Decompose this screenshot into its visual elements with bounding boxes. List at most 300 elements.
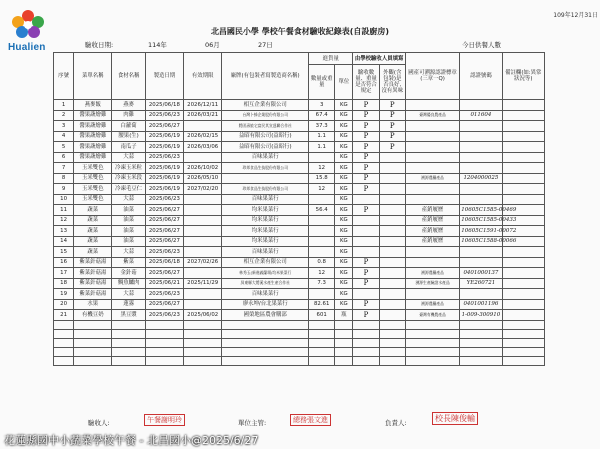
- cell-vendor: 廖永坤/台北果菜行: [222, 299, 309, 310]
- cell-cert: 產銷履歷: [405, 215, 459, 226]
- cell-mfg: 2025/06/23: [145, 289, 183, 300]
- header-qty: 數量或重量: [309, 65, 335, 100]
- row-spacer: [544, 194, 596, 205]
- cell-mfg: 2025/06/27: [145, 236, 183, 247]
- blank-cell: [112, 329, 145, 338]
- header-unit: 單位: [335, 65, 353, 100]
- cell-seq: 6: [54, 152, 74, 163]
- cell-certno: [460, 184, 502, 195]
- cell-certno: [460, 121, 502, 132]
- row-spacer: [544, 205, 596, 216]
- table-row: [54, 110, 597, 121]
- cell-qty: 12: [309, 163, 335, 174]
- cell-dish: 醬果蔬燴雞: [74, 131, 112, 142]
- header-cert: 國產可溯源認證標章(三章一Q): [405, 53, 459, 100]
- cell-dish: 蔬菜: [74, 226, 112, 237]
- row-spacer: [544, 310, 596, 321]
- cell-ing: 冷凍玉米段: [112, 173, 145, 184]
- cell-c2: [379, 184, 405, 195]
- cell-exp: [184, 299, 222, 310]
- cell-c2: [379, 226, 405, 237]
- cell-qty: 12: [309, 268, 335, 279]
- header-ingredient: 食材名稱: [112, 53, 145, 100]
- blank-cell: [54, 329, 74, 338]
- cell-cert: 溯源農糧產品: [405, 173, 459, 184]
- cell-seq: 11: [54, 205, 74, 216]
- meal-count-label: 今日供餐人數: [462, 41, 501, 49]
- table-row: [54, 278, 597, 289]
- cell-exp: 2026/12/11: [184, 100, 222, 111]
- cell-unit: KG: [335, 184, 353, 195]
- cell-notes: [502, 257, 544, 268]
- cell-notes: [502, 131, 544, 142]
- table-row: [54, 121, 597, 132]
- cell-certno: [460, 142, 502, 153]
- cell-dish: 蔬菜: [74, 215, 112, 226]
- blank-cell: [379, 320, 405, 329]
- cell-notes: [502, 310, 544, 321]
- row-spacer: [544, 320, 596, 329]
- page-title: 北昌國民小學 學校午餐食材驗收紀錄表(自設廚房): [210, 27, 390, 36]
- cell-c1: [353, 247, 379, 258]
- blank-cell: [145, 357, 183, 366]
- row-spacer: [544, 131, 596, 142]
- table-row: [54, 215, 597, 226]
- blank-cell: [309, 348, 335, 357]
- cell-qty: [309, 194, 335, 205]
- cell-vendor: 百味果菜行: [222, 152, 309, 163]
- cell-exp: [184, 205, 222, 216]
- cell-seq: 21: [54, 310, 74, 321]
- cell-mfg: 2025/06/23: [145, 310, 183, 321]
- cell-unit: KG: [335, 205, 353, 216]
- header-check2: 外觀(含包裝)是否良好,沒有異味: [379, 65, 405, 100]
- cell-vendor: 均米果菜行: [222, 205, 309, 216]
- row-spacer: [544, 184, 596, 195]
- header-spacer: [544, 53, 596, 100]
- cell-certno: 0401000137: [460, 268, 502, 279]
- row-spacer: [544, 152, 596, 163]
- cell-cert: 產銷履歷: [405, 205, 459, 216]
- cell-vendor: 均米果菜行: [222, 226, 309, 237]
- blank-cell: [379, 329, 405, 338]
- header-certno: 認證號碼: [460, 53, 502, 100]
- cell-exp: [184, 289, 222, 300]
- cell-mfg: 2025/06/23: [145, 152, 183, 163]
- cell-c1: [353, 194, 379, 205]
- blank-cell: [460, 329, 502, 338]
- blank-cell: [184, 320, 222, 329]
- corner-date: 109年12月31日: [553, 12, 598, 19]
- cell-cert: [405, 163, 459, 174]
- cell-unit: KG: [335, 226, 353, 237]
- blank-cell: [502, 338, 544, 347]
- blank-row: [54, 329, 597, 338]
- cell-c1: P: [353, 131, 379, 142]
- cell-c1: [353, 226, 379, 237]
- cell-qty: 3: [309, 100, 335, 111]
- cell-vendor: 林秀玉(新進義蘭場/均米果菜行: [222, 268, 309, 279]
- blank-row: [54, 357, 597, 366]
- cell-unit: KG: [335, 268, 353, 279]
- cell-mfg: 2025/06/19: [145, 142, 183, 153]
- cell-cert: 溯源農糧產品: [405, 268, 459, 279]
- cell-vendor: 益昭有限公司(益昭行): [222, 131, 309, 142]
- cell-cert: 溯源生產驗證水產品: [405, 278, 459, 289]
- cell-vendor: 屏東縣大將溪水產生產合作社: [222, 278, 309, 289]
- cell-exp: 2026/02/15: [184, 131, 222, 142]
- cell-c2: P: [379, 100, 405, 111]
- cell-c1: P: [353, 205, 379, 216]
- cell-cert: [405, 131, 459, 142]
- inspection-table: [53, 52, 596, 366]
- cell-exp: [184, 268, 222, 279]
- header-notes: 備註欄(如:異常狀況等): [502, 53, 544, 100]
- header-supply: 進貨量: [309, 53, 353, 65]
- cell-dish: 紫菜針菇湯: [74, 268, 112, 279]
- blank-cell: [222, 320, 309, 329]
- cell-c2: [379, 194, 405, 205]
- row-spacer: [544, 278, 596, 289]
- cell-certno: [460, 247, 502, 258]
- cell-seq: 12: [54, 215, 74, 226]
- cell-certno: 10605C1591-00072: [460, 226, 502, 237]
- cell-unit: KG: [335, 121, 353, 132]
- cell-c2: [379, 299, 405, 310]
- cell-qty: 37.3: [309, 121, 335, 132]
- blank-cell: [405, 329, 459, 338]
- cell-vendor: [222, 173, 309, 184]
- blank-cell: [222, 329, 309, 338]
- cell-unit: KG: [335, 152, 353, 163]
- blank-cell: [502, 329, 544, 338]
- table-row: [54, 299, 597, 310]
- cell-c1: [353, 215, 379, 226]
- table-row: [54, 289, 597, 300]
- cell-notes: [502, 289, 544, 300]
- cell-cert: 溯源農糧產品: [405, 299, 459, 310]
- blank-cell: [54, 320, 74, 329]
- cell-exp: [184, 226, 222, 237]
- cell-ing: 油菜: [112, 236, 145, 247]
- inspector-stamp: 午餐謝明玲: [144, 414, 185, 426]
- blank-cell: [74, 320, 112, 329]
- cell-notes: [502, 194, 544, 205]
- row-spacer: [544, 338, 596, 347]
- blank-cell: [502, 320, 544, 329]
- cell-ing: 蓮霧: [112, 299, 145, 310]
- cell-mfg: 2025/06/27: [145, 299, 183, 310]
- blank-cell: [309, 320, 335, 329]
- row-spacer: [544, 257, 596, 268]
- table-row: [54, 152, 597, 163]
- table-row: [54, 100, 597, 111]
- blank-cell: [145, 338, 183, 347]
- blank-cell: [74, 348, 112, 357]
- meta-row: [0, 40, 600, 52]
- cell-notes: [502, 152, 544, 163]
- inspect-day: 27日: [258, 41, 273, 49]
- cell-notes: [502, 142, 544, 153]
- cell-dish: 有機豆奶: [74, 310, 112, 321]
- cell-c1: P: [353, 278, 379, 289]
- blank-cell: [502, 348, 544, 357]
- cell-unit: KG: [335, 299, 353, 310]
- cell-vendor: 相互企業有限公司: [222, 100, 309, 111]
- blank-cell: [335, 338, 353, 347]
- blank-row: [54, 338, 597, 347]
- blank-cell: [184, 329, 222, 338]
- cell-c2: [379, 257, 405, 268]
- cell-exp: 2026/05/10: [184, 173, 222, 184]
- cell-exp: 2026/03/06: [184, 142, 222, 153]
- cell-c1: P: [353, 310, 379, 321]
- inspect-month: 06月: [205, 41, 220, 49]
- cell-ing: 油菜: [112, 226, 145, 237]
- blank-cell: [222, 348, 309, 357]
- cell-mfg: 2025/06/18: [145, 100, 183, 111]
- cell-unit: KG: [335, 110, 353, 121]
- cell-ing: 金針菇: [112, 268, 145, 279]
- cell-ing: 燕麥: [112, 100, 145, 111]
- cell-unit: KG: [335, 289, 353, 300]
- cell-notes: [502, 110, 544, 121]
- cell-mfg: 2025/06/21: [145, 278, 183, 289]
- cell-ing: 大蒜: [112, 289, 145, 300]
- cell-qty: 12: [309, 184, 335, 195]
- cell-seq: 16: [54, 257, 74, 268]
- blank-cell: [74, 329, 112, 338]
- cell-cert: [405, 247, 459, 258]
- cell-ing: 鯛魚鱸肉: [112, 278, 145, 289]
- table-row: [54, 205, 597, 216]
- blank-cell: [460, 338, 502, 347]
- cell-certno: 10605C1588-00066: [460, 236, 502, 247]
- blank-cell: [379, 348, 405, 357]
- cell-unit: KG: [335, 194, 353, 205]
- cell-seq: 3: [54, 121, 74, 132]
- cell-notes: [502, 299, 544, 310]
- cell-mfg: 2025/06/23: [145, 247, 183, 258]
- cell-c2: [379, 173, 405, 184]
- blank-cell: [335, 320, 353, 329]
- cell-certno: [460, 257, 502, 268]
- blank-cell: [379, 338, 405, 347]
- cell-cert: 產銷履歷: [405, 236, 459, 247]
- cell-exp: 2025/11/29: [184, 278, 222, 289]
- cell-ing: 紫菜: [112, 257, 145, 268]
- cell-c2: [379, 278, 405, 289]
- cell-notes: [502, 163, 544, 174]
- cell-c1: P: [353, 142, 379, 153]
- cell-seq: 2: [54, 110, 74, 121]
- header-vendor: 廠牌(有包裝者寫製造商名稱): [222, 53, 309, 100]
- cell-exp: [184, 121, 222, 132]
- cell-c2: [379, 215, 405, 226]
- row-spacer: [544, 236, 596, 247]
- cell-certno: [460, 131, 502, 142]
- cell-c2: P: [379, 110, 405, 121]
- cell-c2: [379, 205, 405, 216]
- cell-dish: 醬果蔬燴雞: [74, 121, 112, 132]
- cell-cert: [405, 194, 459, 205]
- cell-unit: KG: [335, 100, 353, 111]
- cell-vendor: 將固壽旅宅富民其宣達聯合作社: [222, 121, 309, 132]
- cell-dish: 玉米雙色: [74, 173, 112, 184]
- row-spacer: [544, 121, 596, 132]
- cell-qty: [309, 226, 335, 237]
- cell-qty: 67.4: [309, 110, 335, 121]
- cell-dish: 紫菜針菇湯: [74, 278, 112, 289]
- cell-certno: [460, 289, 502, 300]
- cell-ing: 黑豆漿: [112, 310, 145, 321]
- cell-seq: 20: [54, 299, 74, 310]
- blank-cell: [184, 357, 222, 366]
- unit-head-label: 單位主管:: [238, 419, 267, 427]
- cell-c1: P: [353, 110, 379, 121]
- cell-dish: 蔬菜: [74, 247, 112, 258]
- signature-row: [0, 414, 600, 430]
- cell-qty: [309, 152, 335, 163]
- cell-c2: P: [379, 131, 405, 142]
- row-spacer: [544, 100, 596, 111]
- blank-cell: [145, 348, 183, 357]
- cell-mfg: 2025/06/18: [145, 257, 183, 268]
- cell-unit: KG: [335, 215, 353, 226]
- cell-c2: [379, 268, 405, 279]
- cell-cert: [405, 257, 459, 268]
- cell-cert: [405, 142, 459, 153]
- row-spacer: [544, 357, 596, 366]
- cell-certno: 1204000025: [460, 173, 502, 184]
- table-row: [54, 247, 597, 258]
- cell-mfg: 2025/06/19: [145, 131, 183, 142]
- row-spacer: [544, 299, 596, 310]
- blank-cell: [54, 357, 74, 366]
- cell-ing: 冷凍毛豆仁: [112, 184, 145, 195]
- logo-text: Hualien: [8, 42, 46, 53]
- cell-c1: P: [353, 184, 379, 195]
- blank-cell: [112, 348, 145, 357]
- cell-mfg: 2025/06/27: [145, 205, 183, 216]
- cell-mfg: 2025/06/23: [145, 194, 183, 205]
- cell-exp: 2025/06/02: [184, 310, 222, 321]
- blank-cell: [353, 329, 379, 338]
- header-seq: 序號: [54, 53, 74, 100]
- cell-qty: [309, 247, 335, 258]
- blank-cell: [309, 338, 335, 347]
- cell-seq: 8: [54, 173, 74, 184]
- blank-cell: [112, 338, 145, 347]
- cell-exp: 2027/02/26: [184, 257, 222, 268]
- table-row: [54, 310, 597, 321]
- blank-cell: [502, 357, 544, 366]
- cell-dish: 燕麥飯: [74, 100, 112, 111]
- blank-cell: [145, 329, 183, 338]
- cell-vendor: 百味果菜行: [222, 194, 309, 205]
- cell-c1: [353, 289, 379, 300]
- row-spacer: [544, 329, 596, 338]
- unit-head-stamp: 總務張文進: [290, 414, 331, 426]
- cell-vendor: 百味果菜行: [222, 247, 309, 258]
- cell-dish: 水果: [74, 299, 112, 310]
- cell-c2: [379, 310, 405, 321]
- header-dish: 菜單名稱: [74, 53, 112, 100]
- blank-cell: [335, 348, 353, 357]
- cell-c1: P: [353, 121, 379, 132]
- cell-c2: [379, 236, 405, 247]
- cell-certno: 1-009-300910: [460, 310, 502, 321]
- table-row: [54, 226, 597, 237]
- cell-qty: 601: [309, 310, 335, 321]
- blank-cell: [184, 338, 222, 347]
- cell-seq: 9: [54, 184, 74, 195]
- cell-c2: [379, 247, 405, 258]
- blank-cell: [353, 320, 379, 329]
- cell-mfg: 2025/06/27: [145, 215, 183, 226]
- cell-c2: [379, 289, 405, 300]
- cell-vendor: 台灣卜蜂企業股份有限公司: [222, 110, 309, 121]
- principal-stamp: 校長陳俊輸: [432, 412, 478, 425]
- cell-unit: KG: [335, 173, 353, 184]
- cell-qty: 1.1: [309, 142, 335, 153]
- cell-mfg: 2025/06/23: [145, 110, 183, 121]
- cell-exp: 2026/03/21: [184, 110, 222, 121]
- cell-ing: 冷凍玉米粒: [112, 163, 145, 174]
- cell-notes: [502, 268, 544, 279]
- inspect-date-label: 驗收日期:: [85, 41, 114, 49]
- row-spacer: [544, 348, 596, 357]
- row-spacer: [544, 215, 596, 226]
- cell-certno: [460, 152, 502, 163]
- cell-mfg: 2025/06/27: [145, 226, 183, 237]
- blank-cell: [460, 348, 502, 357]
- cell-seq: 1: [54, 100, 74, 111]
- cell-vendor: 國榮地區農會購部: [222, 310, 309, 321]
- blank-cell: [405, 320, 459, 329]
- cell-mfg: 2025/06/27: [145, 121, 183, 132]
- cell-cert: 產銷履歷: [405, 226, 459, 237]
- cell-exp: [184, 236, 222, 247]
- cell-dish: 玉米雙色: [74, 184, 112, 195]
- blank-cell: [460, 320, 502, 329]
- header-mfg: 製造日期: [145, 53, 183, 100]
- cell-dish: 玉米雙色: [74, 163, 112, 174]
- watermark: 花蓮縣國中小蔬菜學校午餐 - 北昌國小@2025/6/27: [4, 434, 259, 447]
- cell-unit: KG: [335, 131, 353, 142]
- row-spacer: [544, 247, 596, 258]
- cell-exp: 2027/02/20: [184, 184, 222, 195]
- blank-cell: [335, 357, 353, 366]
- blank-cell: [74, 357, 112, 366]
- cell-notes: [502, 278, 544, 289]
- cell-certno: [460, 194, 502, 205]
- cell-unit: KG: [335, 163, 353, 174]
- cell-unit: KG: [335, 257, 353, 268]
- cell-dish: 紫菜針菇湯: [74, 289, 112, 300]
- table-row: [54, 173, 597, 184]
- cell-ing: 大蒜: [112, 194, 145, 205]
- row-spacer: [544, 226, 596, 237]
- cell-seq: 4: [54, 131, 74, 142]
- cell-certno: YE260721: [460, 278, 502, 289]
- cell-qty: [309, 236, 335, 247]
- blank-cell: [54, 348, 74, 357]
- cell-cert: [405, 184, 459, 195]
- cell-ing: 大蒜: [112, 152, 145, 163]
- blank-cell: [112, 320, 145, 329]
- cell-seq: 7: [54, 163, 74, 174]
